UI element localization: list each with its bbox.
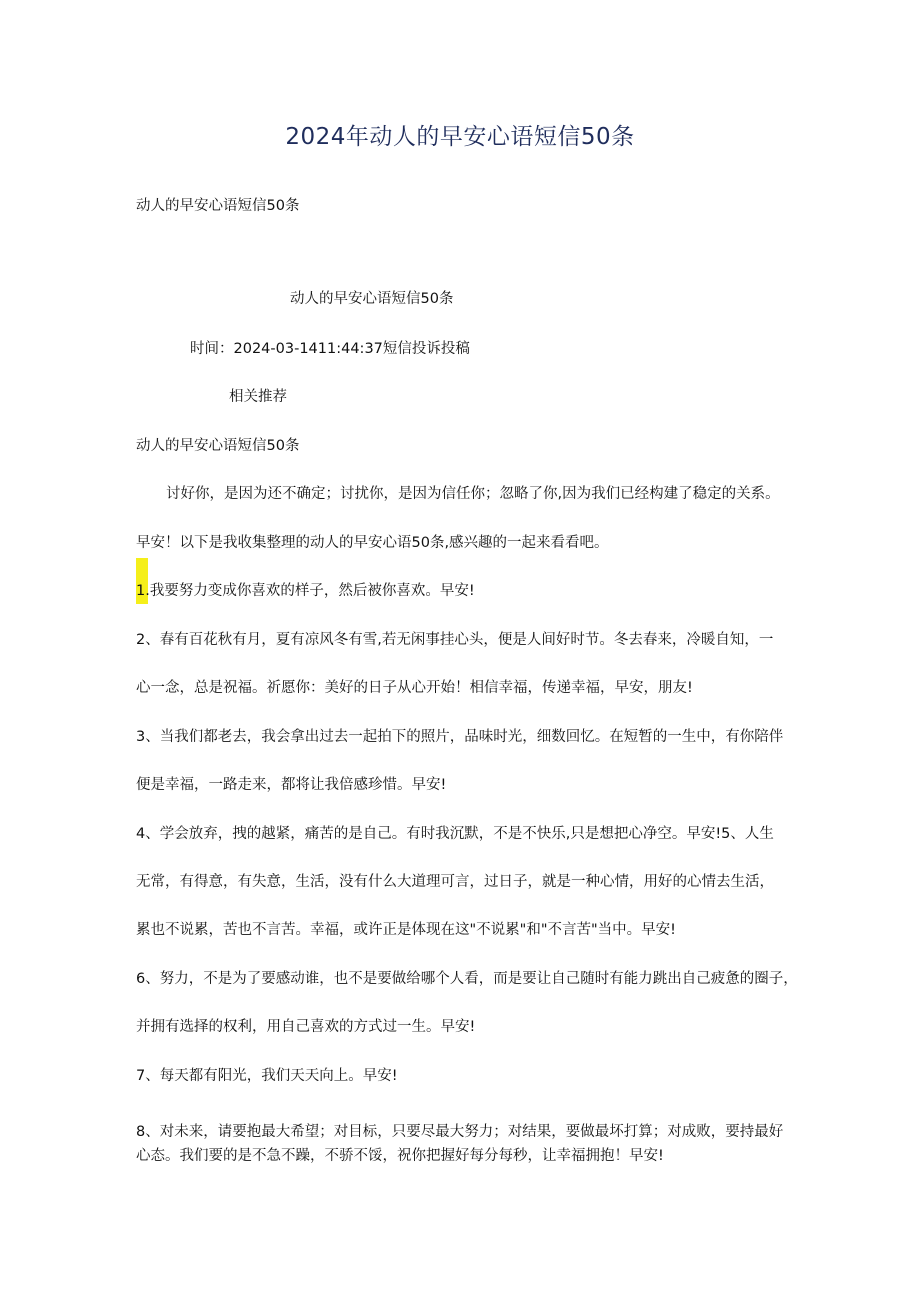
item-6-line-2: 并拥有选择的权利，用自己喜欢的方式过一生。早安!	[136, 1019, 476, 1035]
item-8-line-2: 心态。我们要的是不急不躁，不骄不馁，祝你把握好每分每秒，让幸福拥抱！早安!	[136, 1148, 664, 1164]
subtitle: 动人的早安心语短信50条	[136, 198, 300, 214]
intro-line-2: 早安！以下是我收集整理的动人的早安心语50条,感兴趣的一起来看看吧。	[136, 535, 609, 551]
meta-line: 时间：2024-03-1411:44:37短信投诉投稿	[190, 341, 470, 357]
item-2-line-1: 2、春有百花秋有月，夏有凉风冬有雪,若无闲事挂心头，便是人间好时节。冬去春来，冷暖自知，一	[136, 632, 774, 648]
item-1: 1.我要努力变成你喜欢的样子，然后被你喜欢。早安!	[136, 583, 475, 599]
item-7: 7、每天都有阳光，我们天天向上。早安!	[136, 1068, 398, 1084]
item-4-line-1: 4、学会放弃，拽的越紧，痛苦的是自己。有时我沉默，不是不快乐,只是想把心净空。早安!5、人生	[136, 826, 774, 842]
document-title: 2024年动人的早安心语短信50条	[285, 124, 635, 150]
related-label: 相关推荐	[229, 389, 287, 405]
center-title: 动人的早安心语短信50条	[290, 291, 454, 307]
item-4-line-3: 累也不说累，苦也不言苦。幸福，或许正是体现在这"不说累"和"不言苦"当中。早安!	[136, 922, 676, 938]
section-heading: 动人的早安心语短信50条	[136, 438, 300, 454]
item-2-line-2: 心一念，总是祝福。祈愿你：美好的日子从心开始！相信幸福，传递幸福，早安，朋友!	[136, 680, 693, 696]
item-3-line-1: 3、当我们都老去，我会拿出过去一起拍下的照片，品味时光，细数回忆。在短暂的一生中，有你陪伴	[136, 729, 784, 745]
item-6-line-1: 6、努力，不是为了要感动谁，也不是要做给哪个人看，而是要让自己随时有能力跳出自己疲惫的圈子，	[136, 971, 798, 987]
item-3-line-2: 便是幸福，一路走来，都将让我倍感珍惜。早安!	[136, 777, 447, 793]
item-8-line-1: 8、对未来，请要抱最大希望；对目标，只要尽最大努力；对结果，要做最坏打算；对成败，要持最好	[136, 1124, 784, 1140]
item-4-line-2: 无常，有得意，有失意，生活，没有什么大道理可言，过日子，就是一种心情，用好的心情去生活，	[136, 874, 774, 890]
intro-line-1: 讨好你，是因为还不确定；讨扰你，是因为信任你；忽略了你,因为我们已经构建了稳定的关系。	[166, 486, 780, 502]
